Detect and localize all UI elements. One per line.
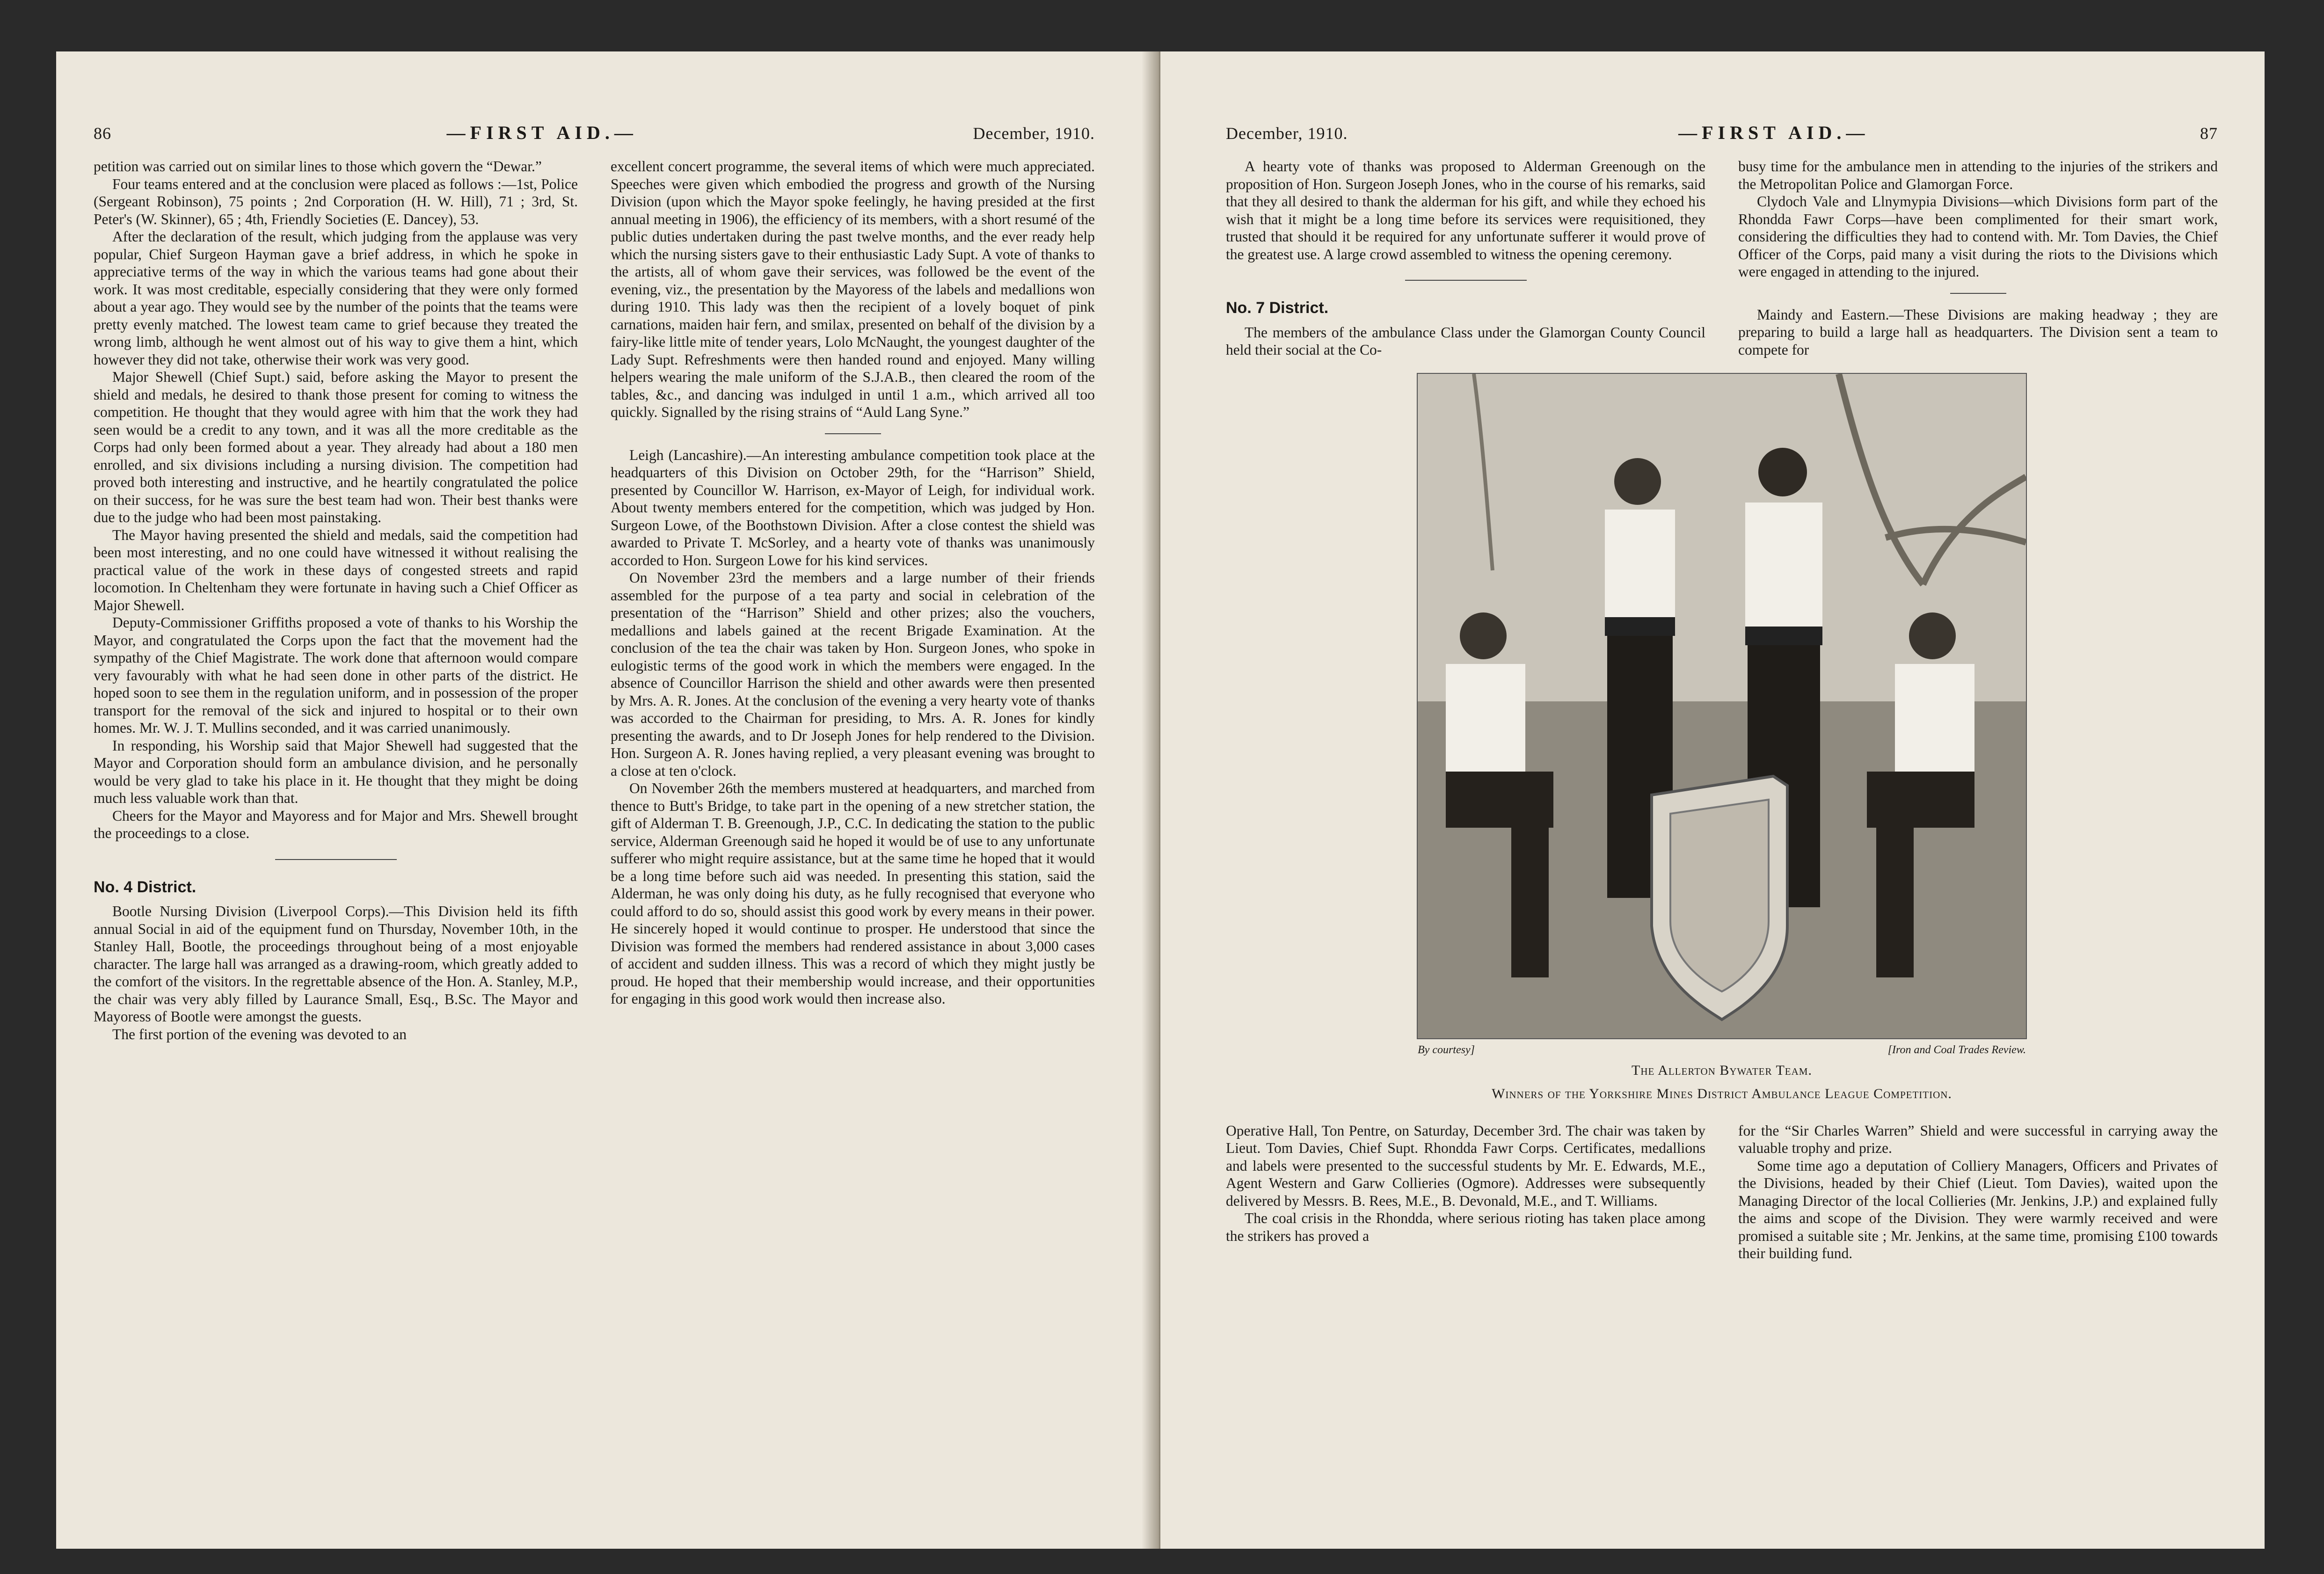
paragraph: The members of the ambulance Class under the Glamorgan County Council held their social at the Co- [1226,324,1705,358]
right-column-1 [1226,158,1705,359]
photo-caption-subtitle: Winners of the Yorkshire Mines District Ambulance League Competition. [1492,1086,1952,1101]
paragraph: petition was carried out on similar lines to those which govern the “Dewar.” [94,158,542,175]
photo-caption-title: The Allerton Bywater Team. [1632,1062,1812,1078]
right-lower-column-1 [1226,1122,1705,1262]
left-running-head [94,122,1095,144]
section-divider [825,433,881,434]
right-issue-date: December, 1910. [1226,124,1348,143]
right-lower-column-2 [1738,1122,2218,1262]
section-divider [275,859,397,860]
team-photograph [1417,373,2027,1039]
magazine-spread [56,51,2265,1549]
paragraph: In responding, his Worship said that Major Shewell had suggested that the Mayor and Corporation should form an ambulance division, and he personally would be very glad to take his place in it. He thought that they might be doing much less valuable work than that. [94,737,578,806]
paragraph: for the “Sir Charles Warren” Shield and were successful in carrying away the valuable trophy and prize. [1738,1122,2218,1156]
paragraph: Cheers for the Mayor and Mayoress and for Major and Mrs. Shewell brought the proceedings to a close. [94,807,578,841]
right-journal-title: —FIRST AID.— [1678,122,1870,143]
right-page-number: 87 [2200,124,2218,143]
right-page [1160,51,2265,1549]
right-running-head [1226,122,2218,144]
paragraph: Four teams entered and at the conclusion were placed as follows :—1st, Police (Sergeant Robinson), 75 points ; 2nd Corporation (H. W. Hill), 71 ; 3rd, St. Peter's (W. Skinner), 65 ; 4th, Friendly Societies (E. Dancey), 53. [94,175,578,227]
paragraph: Leigh (Lancashire).—An interesting ambulance competition took place at the headquarters of this Division on October 29th, for the “Harrison” Shield, presented by Councillor W. Harrison, ex-Mayor of Leigh, for individual work. About twenty members entered for the competition, which was judged by Hon. Surgeon Lowe, of the Boothstown Division. After a close contest the shield was awarded to Private T. McSorley, and a hearty vote of thanks was unanimously accorded to Hon. Surgeon Lowe for his kind services. [611,446,1095,568]
paragraph: Maindy and Eastern.—These Divisions are making headway ; they are preparing to build a large hall as headquarters. The Division sent a team to compete for [1738,306,2218,358]
photo-credit-right: [Iron and Coal Trades Review. [1887,1043,2026,1056]
paragraph: The Mayor having presented the shield and medals, said the competition had been most interesting, and no one could have witnessed it without realising the practical value of the work in these days of congested streets and rapid locomotion. In Cheltenham they were fortunate in having such a Chief Officer as Major Shewell. [94,526,578,613]
left-page-number: 86 [94,124,111,143]
team-photo-illustration [1418,374,2026,1038]
paragraph: After the declaration of the result, which judging from the applause was very popular, Chief Surgeon Hayman gave a brief address, in which he spoke in appreciative terms of the way in which the various teams had gone about their work. It was most creditable, especially considering that they were only formed about a year ago. They would see by the number of the points that the teams were pretty evenly matched. The lowest team came to grief because they treated the wrong limb, although he went almost out of his way to give them a hint, which however they did not take, otherwise their work was very good. [94,228,578,368]
left-journal-title: —FIRST AID.— [446,122,638,143]
left-column-2 [611,158,1095,1043]
paragraph: Major Shewell (Chief Supt.) said, before asking the Mayor to present the shield and medals, he desired to thank those present for coming to witness the competition. He thought that they would agree with him that the work they had seen would be a credit to any town, and it was all the more creditable as the Corps had only been formed about a year. They already had about a 180 men enrolled, and six divisions including a nursing division. The competition had proved both interesting and instructive, and he heartily congratulated the police on their success, for he was sure the best team had won. Their best thanks were due to the judge who had been most painstaking. [94,369,578,525]
paragraph: The first portion of the evening was devoted to an [112,1026,407,1042]
paragraph: excellent concert programme, the several items of which were much appreciated. Speeches were given which embodied the progress and growth of the Nursing Division (upon which the Mayor spoke feelingly, he having presided at the first annual meeting in 1906), the efficiency of its members, with a short resumé of the public duties undertaken during the past twelve months, and the ever ready help which the nursing sisters gave to their enthusiastic Lady Supt. A vote of thanks to the artists, all of whom gave their services, was followed be the event of the evening, viz., the presentation by the Mayoress of the labels and medallions won during 1910. This lady was then the recipient of a lovely boquet of pink carnations, maiden hair fern, and smilax, presented on behalf of the division by a fairy-like little mite of tender years, Lolo McNaught, the youngest daughter of the Lady Supt. Refreshments were then handed round and enjoyed. Many willing helpers wearing the male uniform of the S.J.A.B., then cleared the room of the tables, &c., and dancing was indulged in until 1 a.m., which arrived all too quickly. Signalled by the rising strains of “Auld Lang Syne.” [611,158,1095,420]
team-photo-figure [1226,373,2218,1103]
paragraph: The coal crisis in the Rhondda, where serious rioting has taken place among the strikers has proved a [1226,1210,1705,1244]
paragraph: Clydoch Vale and Llnymypia Divisions—which Divisions form part of the Rhondda Fawr Corps—have been complimented for their smart work, considering the difficulties they had to contend with. Mr. Tom Davies, the Chief Officer of the Corps, paid many a visit during the riots to the Divisions which were engaged in attending to the injured. [1738,193,2218,280]
paragraph: A hearty vote of thanks was proposed to Alderman Greenough on the proposition of Hon. Surgeon Joseph Jones, who in the course of his remarks, said that they all desired to thank the alderman for his gift, and while they echoed his wish that it might be a long time before its services were requisitioned, they trusted that should it be required for any unfortunate sufferer it would prove of the greatest use. A large crowd assembled to witness the opening ceremony. [1226,158,1705,262]
paragraph: On November 26th the members mustered at headquarters, and marched from thence to Butt's Bridge, to take part in the opening of a new stretcher station, the gift of Alderman T. B. Greenough, J.P., C.C. In dedicating the station to the public service, Alderman Greenough said he hoped it would be of use to any unfortunate sufferer who might require assistance, but at the same time he hoped that it would be a long time before such aid was needed. In presenting this station, said the Alderman, he was only doing his duty, as he fully recognised that everyone who could afford to do so, should assist this good work by every means in their power. He sincerely hoped it would continue to prosper. He understood that since the Division was formed the members had rendered assistance in about 3,000 cases of accident and sudden illness. This was a record of which they might justly be proud. He hoped that their membership would increase, and their opportunities for engaging in this good work would then increase also. [611,780,1095,1007]
paragraph: Deputy-Commissioner Griffiths proposed a vote of thanks to his Worship the Mayor, and congratulated the Corps upon the fact that the movement had the sympathy of the Chief Magistrate. The work done that afternoon would compare very favourably with what he had seen done in other parts of the district. He hoped soon to see them in the regulation uniform, and in possession of the proper transport for the removal of the sick and injured to hospital or to their own homes. Mr. W. J. T. Mullins seconded, and it was carried unanimously. [94,614,578,736]
right-column-2 [1738,158,2218,359]
left-issue-date: December, 1910. [973,124,1095,143]
paragraph: busy time for the ambulance men in attending to the injuries of the strikers and the Metropolitan Police and Glamorgan Force. [1738,158,2218,192]
paragraph: Some time ago a deputation of Colliery Managers, Officers and Privates of the Divisions, headed by their Chief (Lieut. Tom Davies), waited upon the Managing Director of the local Collieries (Mr. Jenkins, J.P.) and explained fully the aims and scope of the Division. They were warmly received and were promised a suitable site ; Mr. Jenkins, at the same time, promising £100 towards their building fund. [1738,1157,2218,1261]
paragraph: Operative Hall, Ton Pentre, on Saturday, December 3rd. The chair was taken by Lieut. Tom Davies, Chief Supt. Rhondda Fawr Corps. Certificates, medallions and labels were presented to the successful students by Mr. E. Edwards, M.E., Agent Western and Garw Collieries (Ogmore). Addresses were subsequently delivered by Messrs. B. Rees, M.E., B. Devonald, M.E., and T. Williams. [1226,1122,1705,1209]
section-divider [1950,293,2006,294]
photo-credits [1418,1044,2026,1057]
photo-credit-left: By courtesy] [1418,1043,1475,1056]
left-column-1 [94,158,578,1043]
paragraph: On November 23rd the members and a large number of their friends assembled for the purpose of a tea party and social in celebration of the presentation of the “Harrison” Shield and other prizes; also the vouchers, medallions and labels gained at the recent Brigade Examination. At the conclusion of the tea the chair was taken by Hon. Surgeon Jones, who spoke in eulogistic terms of the good work in which the members were engaged. In the absence of Councillor Harrison the shield and other awards were then presented by Mrs. A. R. Jones. At the conclusion of the evening a very hearty vote of thanks was accorded to the Chairman for presiding, to Mrs. A. R. Jones for kindly presenting the awards, and to Dr Joseph Jones for help rendered to the Division. Hon. Surgeon A. R. Jones having replied, a very pleasant evening was brought to a close at ten o'clock. [611,569,1095,779]
section-heading-district-7: No. 7 District. [1226,299,1329,317]
left-page [56,51,1151,1549]
section-divider [1405,280,1527,281]
section-heading-district-4: No. 4 District. [94,878,197,896]
paragraph: Bootle Nursing Division (Liverpool Corps).—This Division held its fifth annual Social in aid of the equipment fund on Thursday, November 10th, in the Stanley Hall, Bootle, the proceedings throughout being of a most enjoyable character. The large hall was arranged as a drawing-room, which greatly added to the comfort of the visitors. In the regrettable absence of the Hon. A. Stanley, M.P., the chair was very ably filled by Laurance Small, Esq., B.Sc. The Mayor and Mayoress of Bootle were amongst the guests. [94,903,578,1025]
